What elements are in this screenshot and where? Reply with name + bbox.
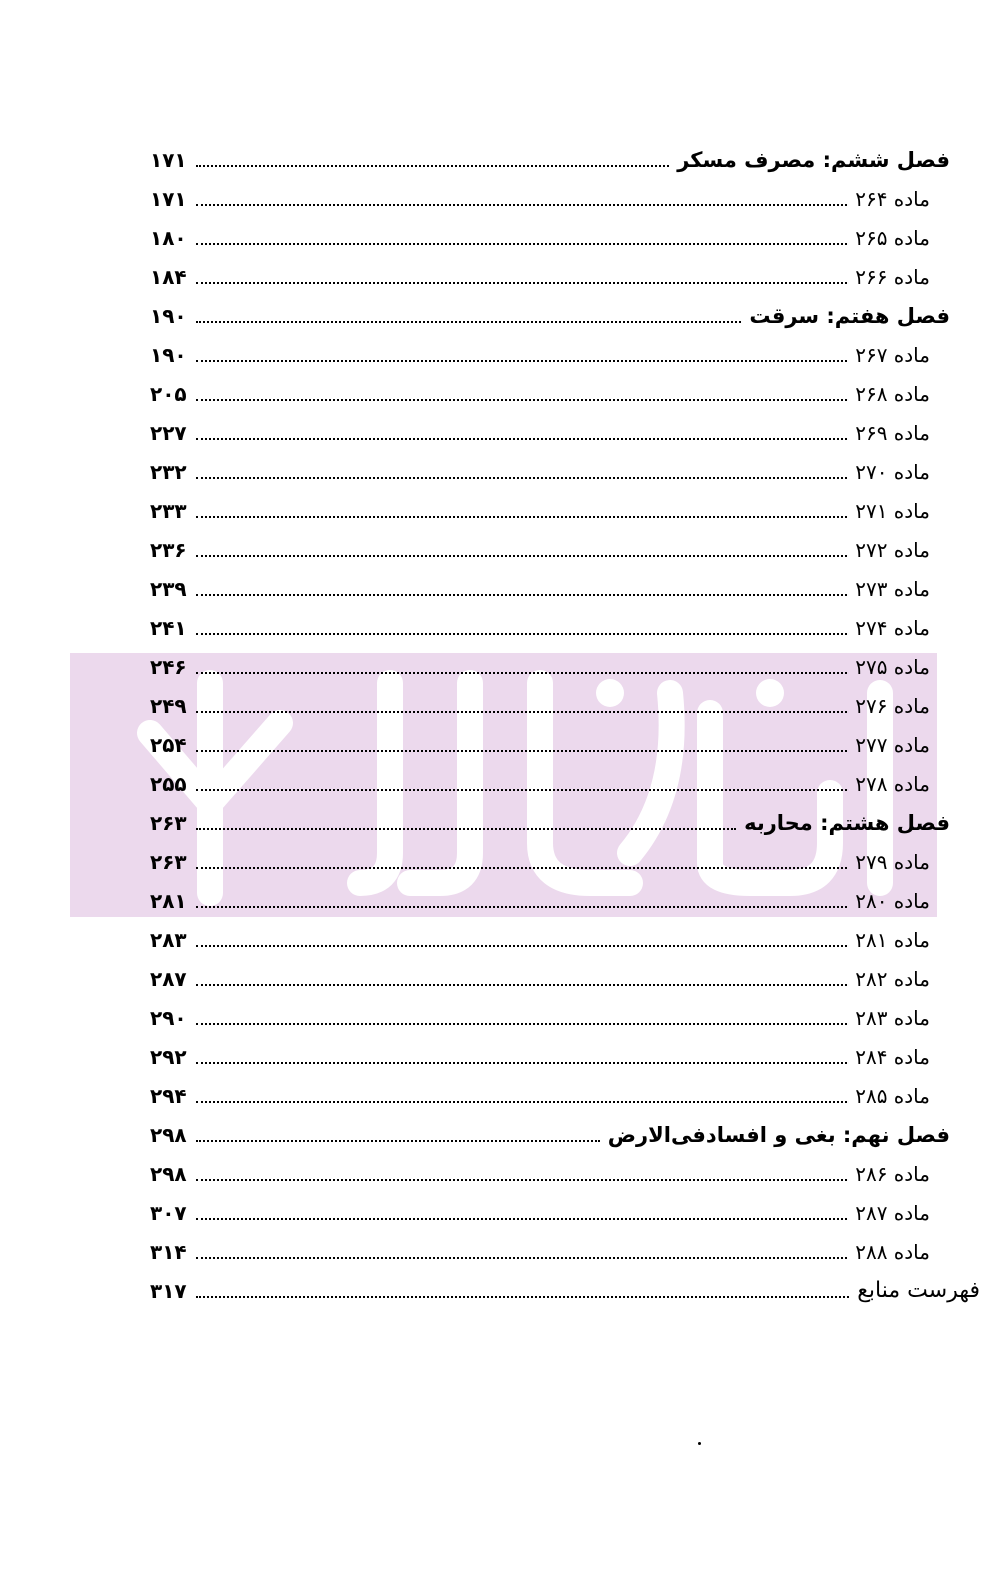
toc-item-row bbox=[150, 374, 950, 413]
toc-item-row bbox=[150, 959, 950, 998]
toc-entry-title: ماده ۲۶۵ bbox=[855, 225, 930, 250]
toc-entry-title: ماده ۲۷۳ bbox=[855, 576, 930, 601]
toc-entry-title: فصل هشتم: محاربه bbox=[744, 810, 950, 835]
toc-item-row bbox=[150, 569, 950, 608]
toc-entry-title: ماده ۲۶۷ bbox=[855, 342, 930, 367]
dot-leader bbox=[196, 1296, 849, 1298]
toc-entry-title: ماده ۲۷۹ bbox=[855, 849, 930, 874]
toc-item-row bbox=[150, 881, 950, 920]
toc-item-row bbox=[150, 998, 950, 1037]
toc-page-number: ۲۴۱ bbox=[150, 615, 187, 640]
toc-item-row bbox=[150, 1232, 950, 1271]
toc-page-number: ۱۸۰ bbox=[150, 225, 187, 250]
toc-item-row bbox=[150, 1193, 950, 1232]
toc-chapter-row bbox=[150, 140, 950, 179]
toc-page-number: ۲۳۲ bbox=[150, 459, 187, 484]
dot-leader bbox=[196, 1218, 847, 1220]
toc-entry-title: ماده ۲۷۱ bbox=[855, 498, 930, 523]
toc-page-number: ۳۱۴ bbox=[150, 1239, 187, 1264]
toc-item-row bbox=[150, 413, 950, 452]
toc-item-row bbox=[150, 452, 950, 491]
dot-leader bbox=[196, 321, 741, 323]
toc-page-number: ۱۷۱ bbox=[150, 186, 187, 211]
dot-leader bbox=[196, 165, 669, 167]
toc-entry-title: ماده ۲۶۸ bbox=[855, 381, 930, 406]
dot-leader bbox=[196, 555, 847, 557]
toc-page-number: ۲۸۷ bbox=[150, 966, 187, 991]
toc-page-number: ۱۹۰ bbox=[150, 342, 187, 367]
toc-entry-title: فصل هفتم: سرقت bbox=[749, 303, 950, 328]
toc-page-number: ۲۴۶ bbox=[150, 654, 187, 679]
toc-item-row bbox=[150, 335, 950, 374]
toc-entry-title: ماده ۲۸۴ bbox=[855, 1044, 930, 1069]
toc-page-number: ۲۹۸ bbox=[150, 1161, 187, 1186]
toc-entry-title: ماده ۲۷۰ bbox=[855, 459, 930, 484]
toc-entry-title: ماده ۲۸۷ bbox=[855, 1200, 930, 1225]
toc-entry-title: ماده ۲۸۳ bbox=[855, 1005, 930, 1030]
dot-leader bbox=[196, 243, 847, 245]
dot-leader bbox=[196, 750, 847, 752]
dot-leader bbox=[196, 1101, 847, 1103]
toc-entry-title: فصل ششم: مصرف مسکر bbox=[677, 147, 950, 172]
toc-page-number: ۲۰۵ bbox=[150, 381, 187, 406]
dot-leader bbox=[196, 1140, 600, 1142]
dot-leader bbox=[196, 906, 847, 908]
toc-entry-title: ماده ۲۸۸ bbox=[855, 1239, 930, 1264]
toc-page-number: ۲۳۶ bbox=[150, 537, 187, 562]
toc-page-number: ۲۸۳ bbox=[150, 927, 187, 952]
toc-entry-title: ماده ۲۸۶ bbox=[855, 1161, 930, 1186]
toc-page-number: ۲۹۰ bbox=[150, 1005, 187, 1030]
toc-page-number: ۲۹۴ bbox=[150, 1083, 187, 1108]
dot-leader bbox=[196, 945, 847, 947]
toc-page-number: ۲۵۵ bbox=[150, 771, 187, 796]
dot-leader bbox=[196, 594, 847, 596]
toc-chapter-row bbox=[150, 803, 950, 842]
toc-entry-title: ماده ۲۷۶ bbox=[855, 693, 930, 718]
toc-item-row bbox=[150, 725, 950, 764]
dot-leader bbox=[196, 1257, 847, 1259]
dot-leader bbox=[196, 789, 847, 791]
dot-leader bbox=[196, 204, 847, 206]
dot-leader bbox=[196, 516, 847, 518]
dot-leader bbox=[196, 633, 847, 635]
toc-page-number: ۳۰۷ bbox=[150, 1200, 187, 1225]
toc-item-row bbox=[150, 842, 950, 881]
toc-page-number: ۲۸۱ bbox=[150, 888, 187, 913]
toc-page-number: ۲۶۳ bbox=[150, 849, 187, 874]
dot-leader bbox=[196, 828, 736, 830]
toc-entry-title: فهرست منابع bbox=[857, 1278, 980, 1303]
toc-page-number: ۱۹۰ bbox=[150, 303, 187, 328]
toc-entry-title: ماده ۲۷۷ bbox=[855, 732, 930, 757]
toc-chapter-row bbox=[150, 296, 950, 335]
toc-entry-title: ماده ۲۸۱ bbox=[855, 927, 930, 952]
toc-item-row bbox=[150, 686, 950, 725]
toc-entry-title: ماده ۲۸۲ bbox=[855, 966, 930, 991]
toc-item-row bbox=[150, 764, 950, 803]
toc-entry-title: ماده ۲۶۹ bbox=[855, 420, 930, 445]
toc-item-row bbox=[150, 257, 950, 296]
toc-entry-title: ماده ۲۶۶ bbox=[855, 264, 930, 289]
dot-leader bbox=[196, 360, 847, 362]
dot-leader bbox=[196, 1062, 847, 1064]
dot-leader bbox=[196, 1179, 847, 1181]
dot-leader bbox=[196, 1023, 847, 1025]
dot-leader bbox=[196, 867, 847, 869]
dot-leader bbox=[196, 282, 847, 284]
toc-item-row bbox=[150, 1037, 950, 1076]
dot-leader bbox=[196, 672, 847, 674]
toc-page-number: ۲۳۳ bbox=[150, 498, 187, 523]
stray-dot bbox=[698, 1442, 701, 1445]
toc-item-row bbox=[150, 920, 950, 959]
dot-leader bbox=[196, 711, 847, 713]
toc-page-number: ۳۱۷ bbox=[150, 1278, 187, 1303]
dot-leader bbox=[196, 438, 847, 440]
toc-entry-title: ماده ۲۶۴ bbox=[855, 186, 930, 211]
toc-entry-title: فصل نهم: بغی و افسادفی‌الارض bbox=[607, 1122, 950, 1147]
toc-page-number: ۲۲۷ bbox=[150, 420, 187, 445]
toc-page-number: ۲۵۴ bbox=[150, 732, 187, 757]
toc-item-row bbox=[150, 1076, 950, 1115]
toc-page-number: ۲۹۸ bbox=[150, 1122, 187, 1147]
toc-item-row bbox=[150, 491, 950, 530]
toc-item-row bbox=[150, 608, 950, 647]
toc-item-row bbox=[150, 218, 950, 257]
dot-leader bbox=[196, 477, 847, 479]
toc-page-number: ۲۴۹ bbox=[150, 693, 187, 718]
toc-entry-title: ماده ۲۷۴ bbox=[855, 615, 930, 640]
toc-entry-title: ماده ۲۷۵ bbox=[855, 654, 930, 679]
toc-chapter-row bbox=[150, 1115, 950, 1154]
toc-entry-title: ماده ۲۷۸ bbox=[855, 771, 930, 796]
toc-entry-title: ماده ۲۸۰ bbox=[855, 888, 930, 913]
toc-page-number: ۲۳۹ bbox=[150, 576, 187, 601]
toc-item-row bbox=[150, 647, 950, 686]
toc-item-row bbox=[150, 530, 950, 569]
toc-final-row bbox=[150, 1271, 980, 1310]
dot-leader bbox=[196, 984, 847, 986]
toc-page-number: ۲۹۲ bbox=[150, 1044, 187, 1069]
toc-entry-title: ماده ۲۸۵ bbox=[855, 1083, 930, 1108]
toc-page-number: ۲۶۳ bbox=[150, 810, 187, 835]
toc-page-number: ۱۸۴ bbox=[150, 264, 187, 289]
toc-page-number: ۱۷۱ bbox=[150, 147, 187, 172]
dot-leader bbox=[196, 399, 847, 401]
toc-item-row bbox=[150, 1154, 950, 1193]
toc-entry-title: ماده ۲۷۲ bbox=[855, 537, 930, 562]
toc-item-row bbox=[150, 179, 950, 218]
table-of-contents bbox=[150, 140, 980, 1310]
